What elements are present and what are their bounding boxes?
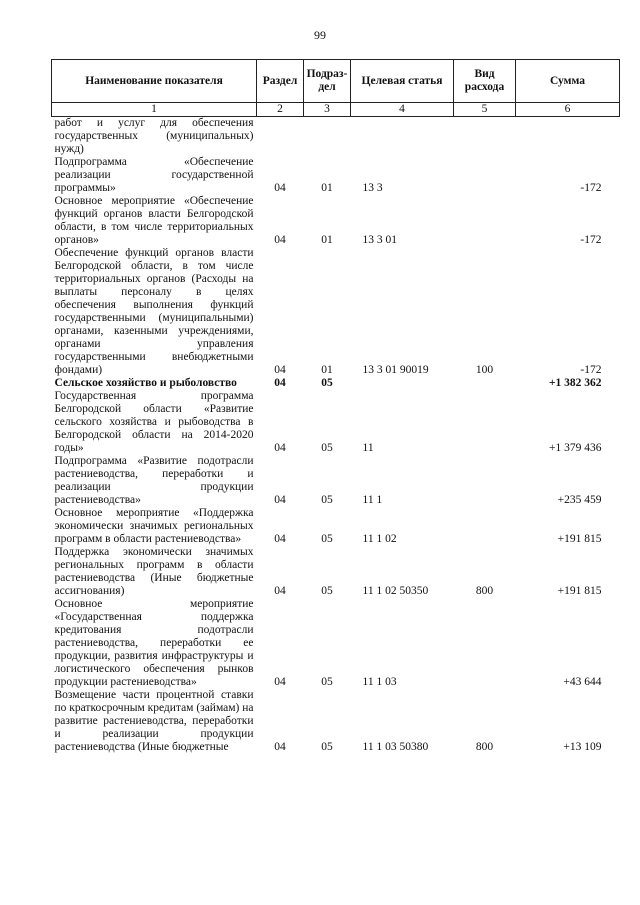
column-number: 6 <box>516 103 620 117</box>
row-podrazdel <box>304 117 351 157</box>
table-header <box>52 60 620 117</box>
row-name: Сельское хозяйство и рыболовство <box>54 377 237 389</box>
row-vid: 100 <box>475 364 494 376</box>
table-row <box>52 507 620 546</box>
row-vid <box>454 390 516 455</box>
row-target: 13 3 01 <box>362 234 397 246</box>
row-target: 13 3 <box>362 182 383 194</box>
row-razdel: 04 <box>274 182 286 194</box>
row-name: Основное мероприятие «Поддержка экономически значимых региональных программ в области растениеводства» <box>54 507 254 545</box>
row-sum <box>516 117 620 157</box>
row-name: Поддержка экономически значимых региональных программ в области растениеводства (Иные бюджетные ассигнования) <box>54 546 254 597</box>
row-name: Обеспечение функций органов власти Белгородской области, в том числе территориальных органов (Расходы на выплаты персоналу в целях обеспечения выполнения функций государственными (муниципальными) органами, казенными учреждениями, органами управления государственными внебюджетными фондами) <box>54 247 254 376</box>
row-sum: -172 <box>580 182 602 194</box>
header-vid: Вид расхода <box>454 60 516 103</box>
row-razdel: 04 <box>274 533 286 545</box>
row-vid <box>454 156 516 195</box>
row-podrazdel: 05 <box>321 585 333 597</box>
row-razdel: 04 <box>274 494 286 506</box>
column-number: 1 <box>52 103 257 117</box>
row-target <box>351 117 454 157</box>
page-number: 99 <box>314 28 326 42</box>
column-number: 2 <box>257 103 304 117</box>
header-sum: Сумма <box>516 60 620 103</box>
row-target: 11 <box>362 442 374 454</box>
row-sum: +43 644 <box>563 676 602 688</box>
row-name: Подпрограмма «Развитие подотрасли растениеводства, переработки и реализации продукции растениеводства» <box>54 455 254 506</box>
row-target: 11 1 03 <box>362 676 397 688</box>
row-podrazdel: 01 <box>321 182 333 194</box>
row-vid <box>454 195 516 247</box>
row-name: Основное мероприятие «Обеспечение функций органов власти Белгородской области, в том числе территориальных органов» <box>54 195 254 246</box>
row-vid <box>454 455 516 507</box>
row-vid <box>454 598 516 689</box>
row-razdel <box>257 117 304 157</box>
row-vid <box>454 507 516 546</box>
header-podrazdel: Подраз-дел <box>304 60 351 103</box>
row-target: 11 1 <box>362 494 383 506</box>
row-target: 11 1 02 50350 <box>362 585 429 597</box>
row-sum: +13 109 <box>563 741 602 753</box>
table-row <box>52 689 620 754</box>
row-podrazdel: 05 <box>321 442 333 454</box>
row-target <box>351 377 454 390</box>
row-vid <box>454 117 516 157</box>
table-body <box>52 117 620 755</box>
row-vid: 800 <box>475 585 494 597</box>
row-razdel: 04 <box>274 741 286 753</box>
row-razdel: 04 <box>274 364 286 376</box>
budget-table <box>51 59 620 754</box>
header-target: Целевая статья <box>351 60 454 103</box>
row-podrazdel: 01 <box>321 234 333 246</box>
row-razdel: 04 <box>274 585 286 597</box>
table-row <box>52 156 620 195</box>
row-name: Основное мероприятие «Государственная поддержка кредитования подотрасли растениеводства, переработки ее продукции, развития инфраструктуры и логистического обеспечения рынков продукции растениеводства» <box>54 598 254 688</box>
table-row <box>52 195 620 247</box>
table-row <box>52 117 620 157</box>
header-razdel: Раздел <box>257 60 304 103</box>
row-sum: -172 <box>580 234 602 246</box>
row-sum: +191 815 <box>557 585 602 597</box>
row-target: 11 1 02 <box>362 533 397 545</box>
table-row <box>52 390 620 455</box>
row-podrazdel: 05 <box>321 676 333 688</box>
row-name: Государственная программа Белгородской области «Развитие сельского хозяйства и рыбоводства в Белгородской области на 2014-2020 годы» <box>54 390 254 454</box>
row-podrazdel: 05 <box>321 377 333 389</box>
column-number: 3 <box>304 103 351 117</box>
row-razdel: 04 <box>274 234 286 246</box>
row-razdel: 04 <box>274 676 286 688</box>
row-target: 13 3 01 90019 <box>362 364 429 376</box>
row-vid <box>454 377 516 390</box>
table-row <box>52 546 620 598</box>
row-name: работ и услуг для обеспечения государственных (муниципальных) нужд) <box>54 117 254 155</box>
row-name: Подпрограмма «Обеспечение реализации государственной программы» <box>54 156 254 194</box>
row-razdel: 04 <box>274 377 286 389</box>
header-name: Наименование показателя <box>52 60 257 103</box>
row-razdel: 04 <box>274 442 286 454</box>
row-podrazdel: 01 <box>321 364 333 376</box>
table-row <box>52 598 620 689</box>
row-sum: +191 815 <box>557 533 602 545</box>
column-number: 4 <box>351 103 454 117</box>
column-number: 5 <box>454 103 516 117</box>
row-target: 11 1 03 50380 <box>362 741 429 753</box>
row-sum: +1 379 436 <box>549 442 602 454</box>
row-podrazdel: 05 <box>321 741 333 753</box>
table-row <box>52 455 620 507</box>
row-sum: -172 <box>580 364 602 376</box>
row-vid: 800 <box>475 741 494 753</box>
table-row <box>52 377 620 390</box>
row-podrazdel: 05 <box>321 494 333 506</box>
row-sum: +1 382 362 <box>548 377 602 389</box>
row-podrazdel: 05 <box>321 533 333 545</box>
row-sum: +235 459 <box>557 494 602 506</box>
row-name: Возмещение части процентной ставки по краткосрочным кредитам (займам) на развитие растениеводства, переработки и реализации продукции растениеводства (Иные бюджетные <box>54 689 254 753</box>
table-row <box>52 247 620 377</box>
